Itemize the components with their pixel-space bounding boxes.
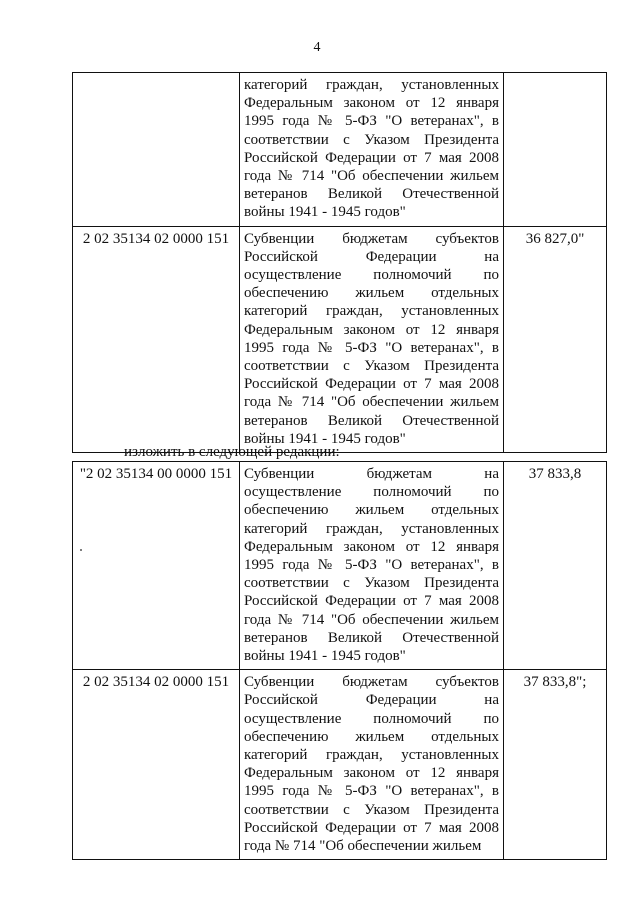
income-description — [240, 462, 504, 670]
classification-code: 2 02 35134 02 0000 151 — [73, 670, 240, 860]
description-line: Субвенции бюджетам субъектов — [244, 674, 499, 691]
amount-cell: 36 827,0" — [504, 226, 607, 452]
description-line: категорий граждан, установленных — [244, 520, 499, 537]
description-line: года № 714 "Об обеспечении жильем — [244, 168, 499, 185]
description-line: года № 714 "Об обеспечении жильем — [244, 611, 499, 628]
description-line: соответствии с Указом Президента — [244, 575, 499, 592]
classification-code — [73, 73, 240, 227]
table-row — [73, 226, 607, 452]
description-line: года № 714 "Об обеспечении жильем — [244, 394, 499, 411]
description-line: Федеральным законом от 12 января — [244, 538, 499, 555]
description-line: 1995 года № 5-ФЗ "О ветеранах", в — [244, 113, 499, 130]
description-line: ветеранов Великой Отечественной — [244, 186, 499, 203]
description-line: Субвенции бюджетам на — [244, 466, 499, 482]
amount-cell: 37 833,8"; — [504, 670, 607, 860]
description-line: войны 1941 - 1945 годов" — [244, 430, 406, 447]
description-line: осуществление полномочий по — [244, 710, 499, 727]
description-line: Федеральным законом от 12 января — [244, 95, 499, 112]
table-row — [73, 462, 607, 670]
description-line: соответствии с Указом Президента — [244, 131, 499, 148]
description-line: осуществление полномочий по — [244, 484, 499, 501]
description-line: обеспечению жильем отдельных — [244, 502, 499, 519]
amount-cell — [504, 73, 607, 227]
description-line: ветеранов Великой Отечественной — [244, 629, 499, 646]
description-line: года № 714 "Об обеспечении жильем — [244, 838, 482, 855]
description-line: ветеранов Великой Отечественной — [244, 412, 499, 429]
amount-cell: 37 833,8 — [504, 462, 607, 670]
description-line: 1995 года № 5-ФЗ "О ветеранах", в — [244, 783, 499, 800]
description-line: категорий граждан, установленных — [244, 747, 499, 764]
classification-code: 2 02 35134 02 0000 151 — [73, 226, 240, 452]
description-line: 1995 года № 5-ФЗ "О ветеранах", в — [244, 339, 499, 356]
income-description — [240, 73, 504, 227]
description-line: Российской Федерации от 7 мая 2008 — [244, 149, 499, 166]
description-line: соответствии с Указом Президента — [244, 358, 499, 375]
description-line: Субвенции бюджетам субъектов — [244, 230, 499, 247]
description-line: категорий граждан, установленных — [244, 77, 499, 93]
description-line: соответствии с Указом Президента — [244, 801, 499, 818]
description-line: войны 1941 - 1945 годов" — [244, 204, 406, 221]
description-line: обеспечению жильем отдельных — [244, 728, 499, 745]
budget-table-original — [72, 72, 607, 453]
transition-text: изложить в следующей редакции: — [124, 444, 340, 460]
description-line: осуществление полномочий по — [244, 267, 499, 284]
description-line: обеспечению жильем отдельных — [244, 285, 499, 302]
description-line: Федеральным законом от 12 января — [244, 765, 499, 782]
description-line: войны 1941 - 1945 годов" — [244, 648, 406, 665]
description-line: 1995 года № 5-ФЗ "О ветеранах", в — [244, 557, 499, 574]
budget-table-revised — [72, 461, 607, 860]
income-description — [240, 670, 504, 860]
page-number: 4 — [313, 40, 321, 55]
description-line: Российской Федерации от 7 мая 2008 — [244, 376, 499, 393]
table-row — [73, 73, 607, 227]
description-line: категорий граждан, установленных — [244, 303, 499, 320]
income-description — [240, 226, 504, 452]
description-line: Федеральным законом от 12 января — [244, 321, 499, 338]
description-line: Российской Федерации на — [244, 692, 499, 709]
table-row — [73, 670, 607, 860]
description-line: Российской Федерации на — [244, 248, 499, 265]
description-line: Российской Федерации от 7 мая 2008 — [244, 819, 499, 836]
description-line: Российской Федерации от 7 мая 2008 — [244, 593, 499, 610]
classification-code: "2 02 35134 00 0000 151 — [73, 462, 240, 670]
